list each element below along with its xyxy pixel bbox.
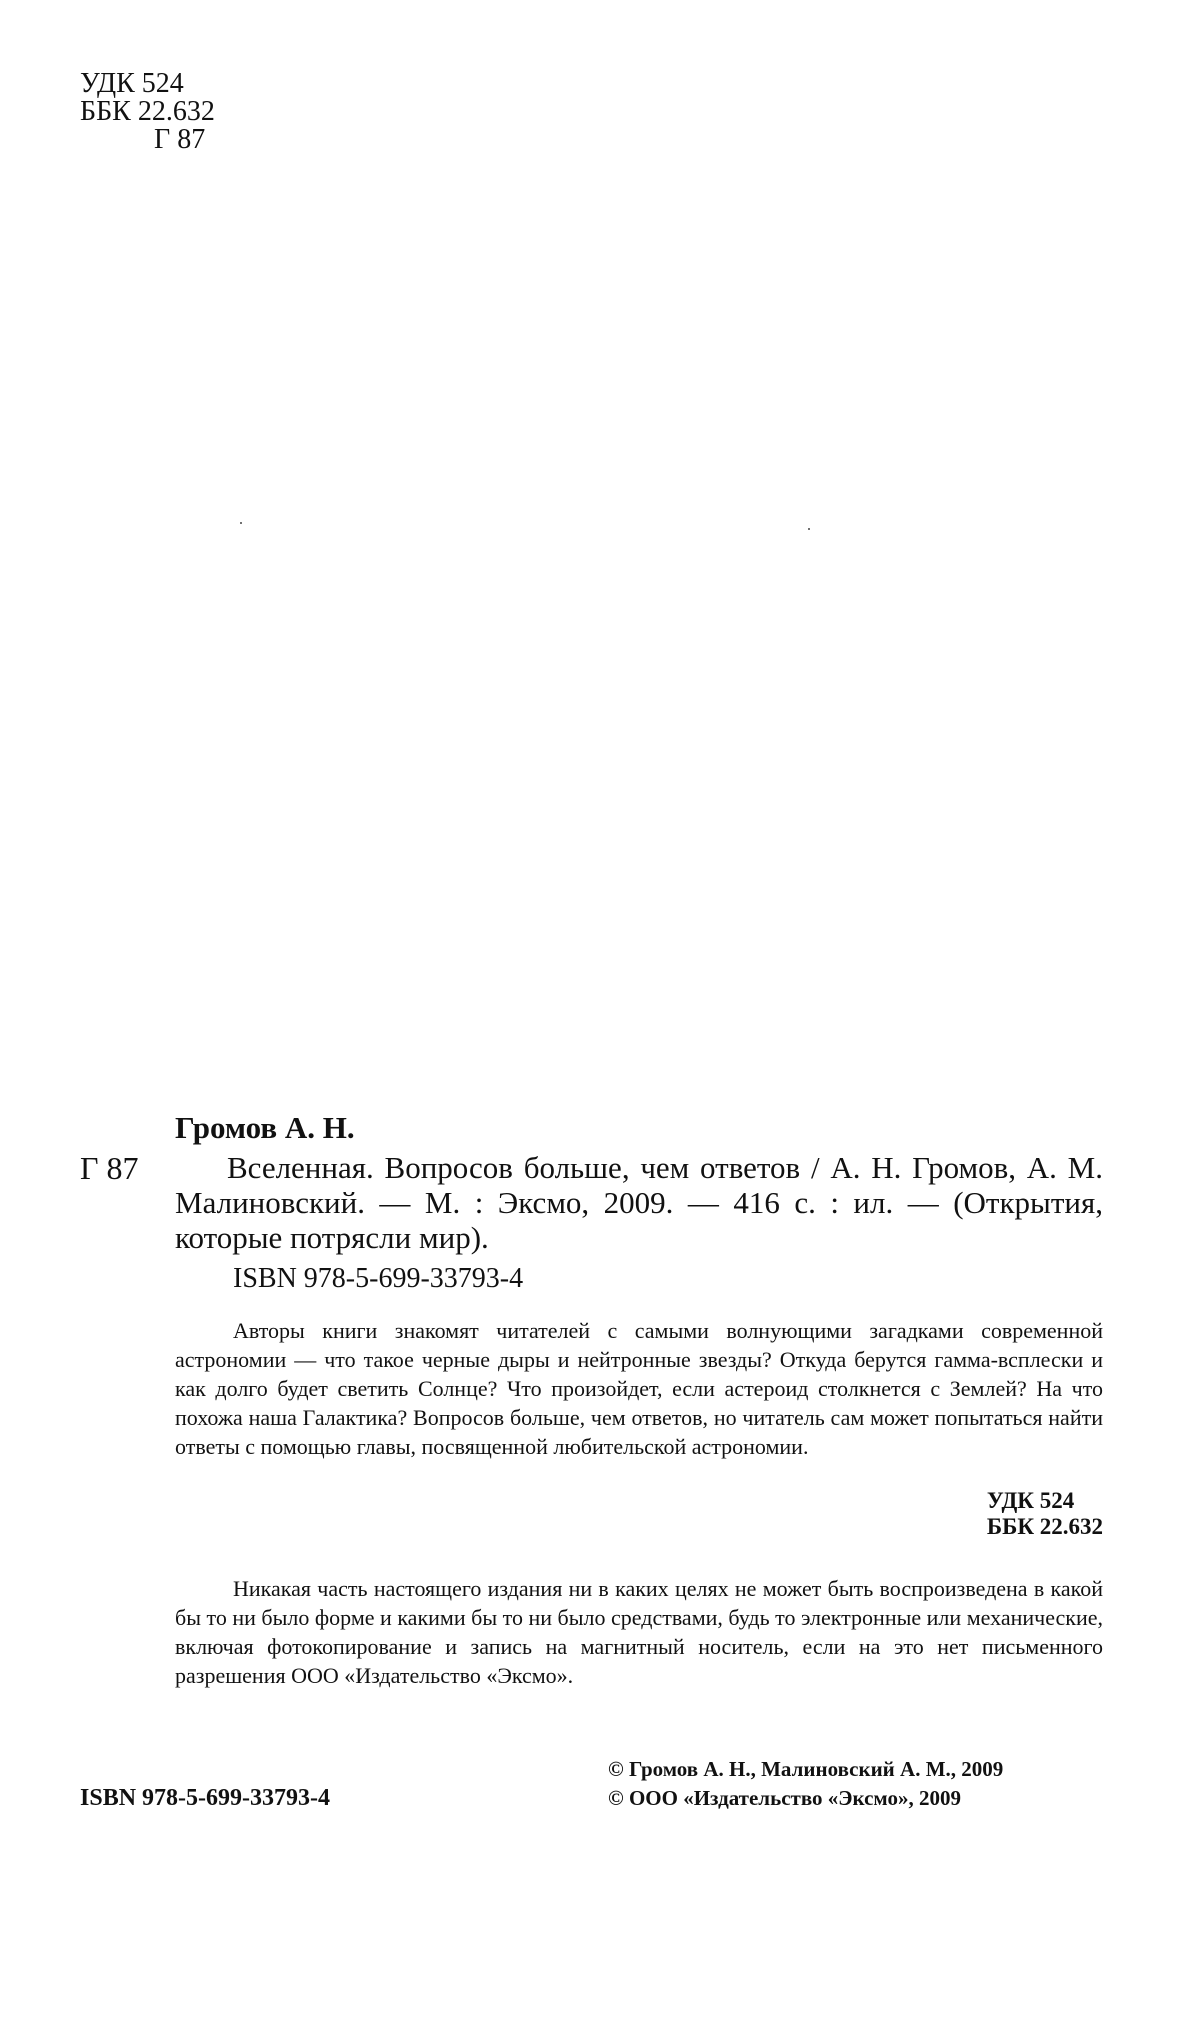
annotation-paragraph: Авторы книги знакомят читателей с самыми волнующими загадками современной астрономии — что такое черные дыры и нейтронные звезды? Откуда берутся гамма-всплески и как долго будет светить Солнце? Что произойдет, если астероид столкнется с Землей? На что похожа наша Галактика? Вопросов больше, чем ответов, но читатель сам может попытаться найти ответы с помощью главы, посвященной любительской астрономии. bbox=[175, 1318, 1103, 1459]
catalog-card-isbn: ISBN 978-5-699-33793-4 bbox=[233, 1263, 524, 1294]
copyright-authors: © Громов А. Н., Малиновский А. М., 2009 bbox=[608, 1757, 1004, 1781]
header-udk: УДК 524 bbox=[80, 68, 184, 99]
annotation-classification bbox=[987, 1488, 1103, 1540]
footer-copyrights bbox=[608, 1755, 1003, 1813]
copyright-notice: Никакая часть настоящего издания ни в каких целях не может быть воспроизведена в какой бы то ни было форме и какими бы то ни было средствами, будь то электронные или механические, включая фотокопирование и запись на магнитный носитель, если на это нет письменного разрешения ООО «Издательство «Эксмо». bbox=[175, 1576, 1103, 1688]
header-classification bbox=[80, 70, 215, 154]
header-author-mark: Г 87 bbox=[154, 124, 206, 155]
scan-speck bbox=[240, 522, 242, 524]
copyright-publisher: © ООО «Издательство «Эксмо», 2009 bbox=[608, 1786, 961, 1810]
annotation-bbk: ББК 22.632 bbox=[986, 1514, 1103, 1539]
scan-speck bbox=[808, 528, 810, 530]
footer-isbn: ISBN 978-5-699-33793-4 bbox=[80, 1785, 330, 1811]
header-bbk: ББК 22.632 bbox=[80, 96, 215, 127]
catalog-card-author: Громов А. Н. bbox=[175, 1110, 355, 1145]
catalog-card-description: Вселенная. Вопросов больше, чем ответов / А. Н. Громов, А. М. Малиновский. — М. : Эксмо, 2009. — 416 с. : ил. — (Открытия, которые потрясли мир). bbox=[175, 1150, 1103, 1255]
annotation-udk: УДК 524 bbox=[986, 1488, 1075, 1513]
catalog-card-code: Г 87 bbox=[80, 1150, 139, 1186]
